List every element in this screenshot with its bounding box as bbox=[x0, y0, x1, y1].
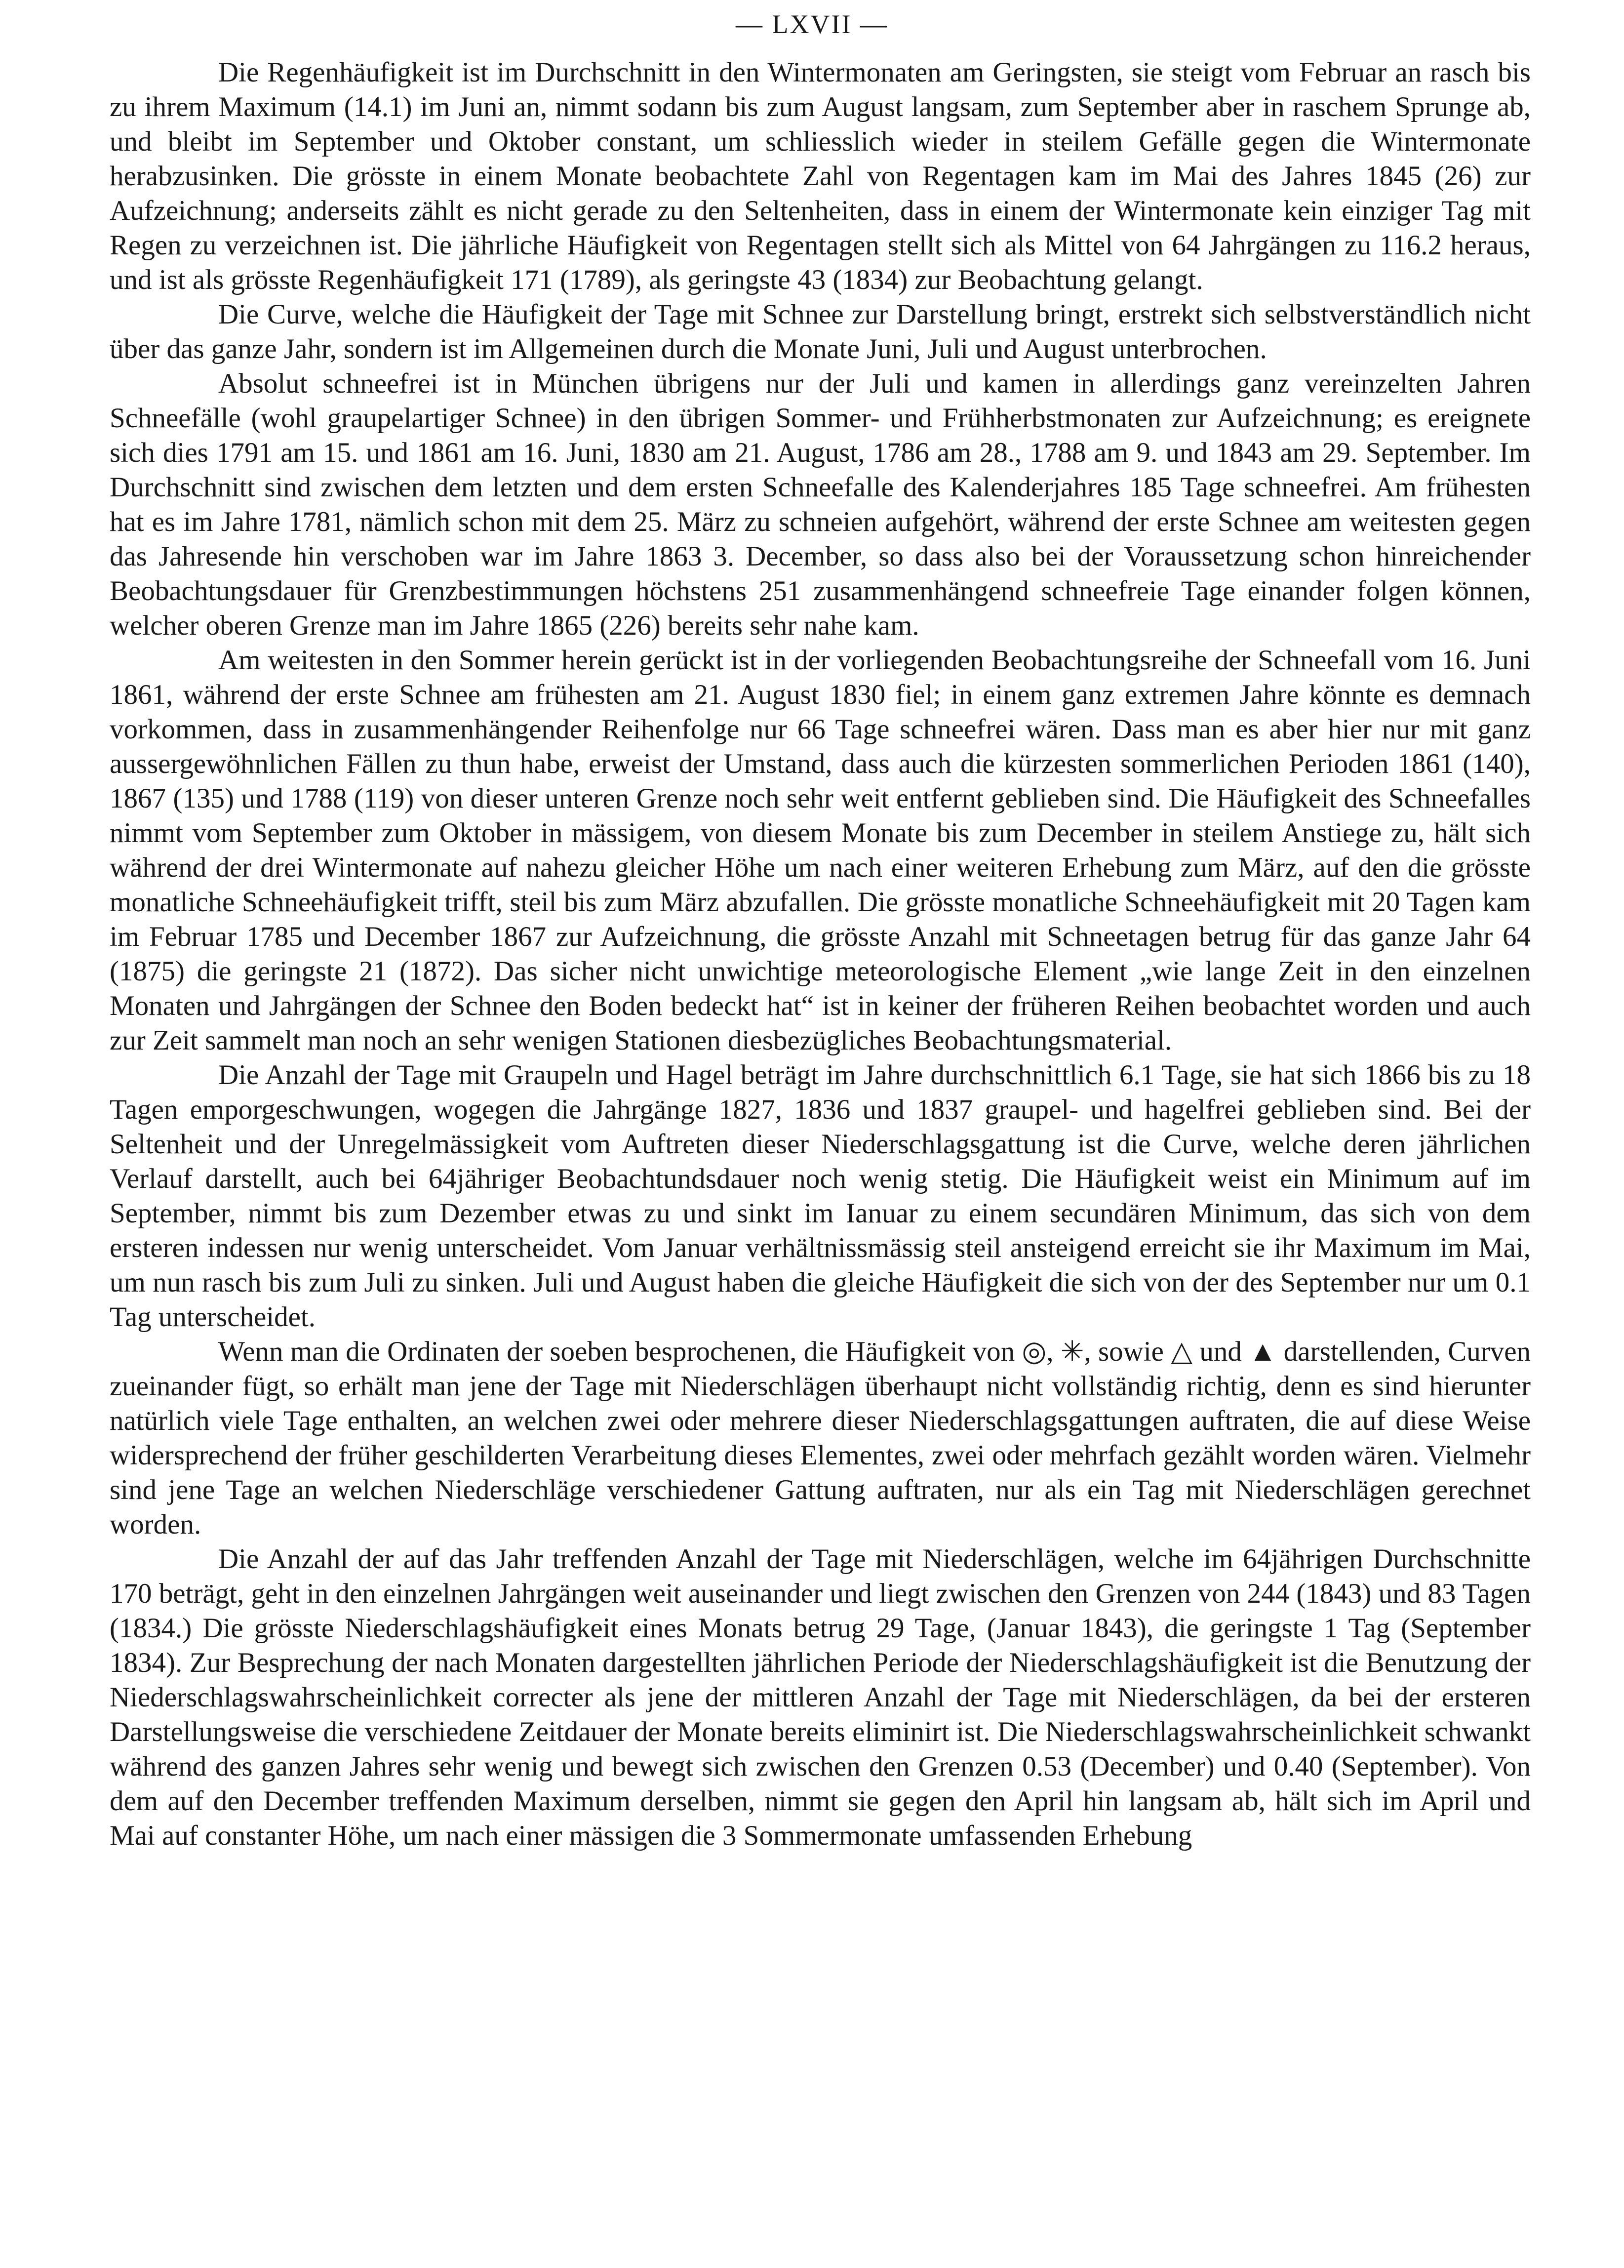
body-text bbox=[110, 55, 1531, 1853]
paragraph-rain-frequency: Die Regenhäufigkeit ist im Durchschnitt in den Wintermonaten am Geringsten, sie steigt vom Februar an rasch bis zu ihrem Maximum (14.1) im Juni an, nimmt sodann bis zum August langsam, zum September aber in raschem Sprunge ab, und bleibt im September und Oktober constant, um schliesslich wieder in steilem Gefälle gegen die Wintermonate herabzusinken. Die grösste in einem Monate beobachtete Zahl von Regentagen kam im Mai des Jahres 1845 (26) zur Aufzeichnung; anderseits zählt es nicht gerade zu den Seltenheiten, dass in einem der Wintermonate kein einziger Tag mit Regen zu verzeichnen ist. Die jährliche Häufigkeit von Regentagen stellt sich als Mittel von 64 Jahrgängen zu 116.2 heraus, und ist als grösste Regenhäufigkeit 171 (1789), als geringste 43 (1834) zur Beobachtung gelangt. bbox=[110, 57, 1531, 295]
paragraph-snow-extremes: Am weitesten in den Sommer herein gerückt ist in der vorliegenden Beobachtungsreihe der Schneefall vom 16. Juni 1861, während der erste Schnee am frühesten am 21. August 1830 fiel; in einem ganz extremen Jahre könnte es demnach vorkommen, dass in zusammenhängender Reihenfolge nur 66 Tage schneefrei wären. Dass man es aber hier nur mit ganz aussergewöhnlichen Fällen zu thun habe, erweist der Umstand, dass auch die kürzesten sommerlichen Perioden 1861 (140), 1867 (135) und 1788 (119) von dieser unteren Grenze noch sehr weit entfernt geblieben sind. Die Häufigkeit des Schneefalles nimmt vom September zum Oktober in mässigem, von diesem Monate bis zum December in steilem Anstiege zu, hält sich während der drei Wintermonate auf nahezu gleicher Höhe um nach einer weiteren Erhebung zum März, auf den die grösste monatliche Schneehäufigkeit trifft, steil bis zum März abzufallen. Die grösste monatliche Schneehäufigkeit mit 20 Tagen kam im Februar 1785 und December 1867 zur Aufzeichnung, die grösste Anzahl mit Schneetagen betrug für das ganze Jahr 64 (1875) die geringste 21 (1872). Das sicher nicht unwichtige meteorologische Element „wie lange Zeit in den einzelnen Monaten und Jahrgängen der Schnee den Boden bedeckt hat“ ist in keiner der früheren Reihen beobachtet worden und auch zur Zeit sammelt man noch an sehr wenigen Stationen diesbezügliches Beobachtungsmaterial. bbox=[110, 645, 1531, 1056]
paragraph-graupel-hail: Die Anzahl der Tage mit Graupeln und Hagel beträgt im Jahre durchschnittlich 6.1 Tage, sie hat sich 1866 bis zu 18 Tagen emporgeschwungen, wogegen die Jahrgänge 1827, 1836 und 1837 graupel- und hagelfrei geblieben sind. Bei der Seltenheit und der Unregelmässigkeit vom Auftreten dieser Niederschlagsgattung ist die Curve, welche deren jährlichen Verlauf darstellt, auch bei 64jähriger Beobachtundsdauer noch wenig stetig. Die Häufigkeit weist ein Minimum auf im September, nimmt bis zum Dezember etwas zu und sinkt im Ianuar zu einem secundären Minimum, das sich von dem ersteren indessen nur wenig unterscheidet. Vom Januar verhältnissmässig steil ansteigend erreicht sie ihr Maximum im Mai, um nun rasch bis zum Juli zu sinken. Juli und August haben die gleiche Häufigkeit die sich von der des September nur um 0.1 Tag unterscheidet. bbox=[110, 1059, 1531, 1333]
paragraph-snow-free-period: Absolut schneefrei ist in München übrigens nur der Juli und kamen in allerdings ganz vereinzelten Jahren Schneefälle (wohl graupelartiger Schnee) in den übrigen Sommer- und Frühherbstmonaten zur Aufzeichnung; es ereignete sich dies 1791 am 15. und 1861 am 16. Juni, 1830 am 21. August, 1786 am 28., 1788 am 9. und 1843 am 29. September. Im Durchschnitt sind zwischen dem letzten und dem ersten Schneefalle des Kalenderjahres 185 Tage schneefrei. Am frühesten hat es im Jahre 1781, nämlich schon mit dem 25. März zu schneien aufgehört, während der erste Schnee am weitesten gegen das Jahresende hin verschoben war im Jahre 1863 3. December, so dass also bei der Voraussetzung schon hinreichender Beobachtungsdauer für Grenzbestimmungen höchstens 251 zusammenhängend schneefreie Tage einander folgen können, welcher oberen Grenze man im Jahre 1865 (226) bereits sehr nahe kam. bbox=[110, 368, 1531, 641]
paragraph-precipitation-days: Die Anzahl der auf das Jahr treffenden Anzahl der Tage mit Niederschlägen, welche im 64jährigen Durchschnitte 170 beträgt, geht in den einzelnen Jahrgängen weit auseinander und liegt zwischen den Grenzen von 244 (1843) und 83 Tagen (1834.) Die grösste Niederschlagshäufigkeit eines Monats betrug 29 Tage, (Januar 1843), die geringste 1 Tag (September 1834). Zur Besprechung der nach Monaten dargestellten jährlichen Periode der Niederschlagshäufigkeit ist die Benutzung der Niederschlagswahrscheinlichkeit correcter als jene der mittleren Anzahl der Tage mit Niederschlägen, da bei der ersteren Darstellungsweise die verschiedene Zeitdauer der Monate bereits eliminirt ist. Die Niederschlagswahrscheinlichkeit schwankt während des ganzen Jahres sehr wenig und bewegt sich zwischen den Grenzen 0.53 (December) und 0.40 (September). Von dem auf den December treffenden Maximum derselben, nimmt sie gegen den April hin langsam ab, hält sich im April und Mai auf constanter Höhe, um nach einer mässigen die 3 Sommermonate umfassenden Erhebung bbox=[110, 1543, 1531, 1851]
page-number: — LXVII — bbox=[736, 9, 888, 39]
paragraph-combined-curves: Wenn man die Ordinaten der soeben besprochenen, die Häufigkeit von ◎, ✳, sowie △ und ▲ darstellenden, Curven zueinander fügt, so erhält man jene der Tage mit Niederschlägen überhaupt nicht vollständig richtig, denn es sind hierunter natürlich viele Tage enthalten, an welchen zwei oder mehrere dieser Niederschlagsgattungen auftraten, die auf diese Weise widersprechend der früher geschilderten Verarbeitung dieses Elementes, zwei oder mehrfach gezählt worden wären. Vielmehr sind jene Tage an welchen Niederschläge verschiedener Gattung auftraten, nur als ein Tag mit Niederschlägen gerechnet worden. bbox=[110, 1336, 1531, 1540]
paragraph-snow-curve: Die Curve, welche die Häufigkeit der Tage mit Schnee zur Darstellung bringt, erstrekt sich selbstverständlich nicht über das ganze Jahr, sondern ist im Allgemeinen durch die Monate Juni, Juli und August unterbrochen. bbox=[110, 299, 1531, 364]
